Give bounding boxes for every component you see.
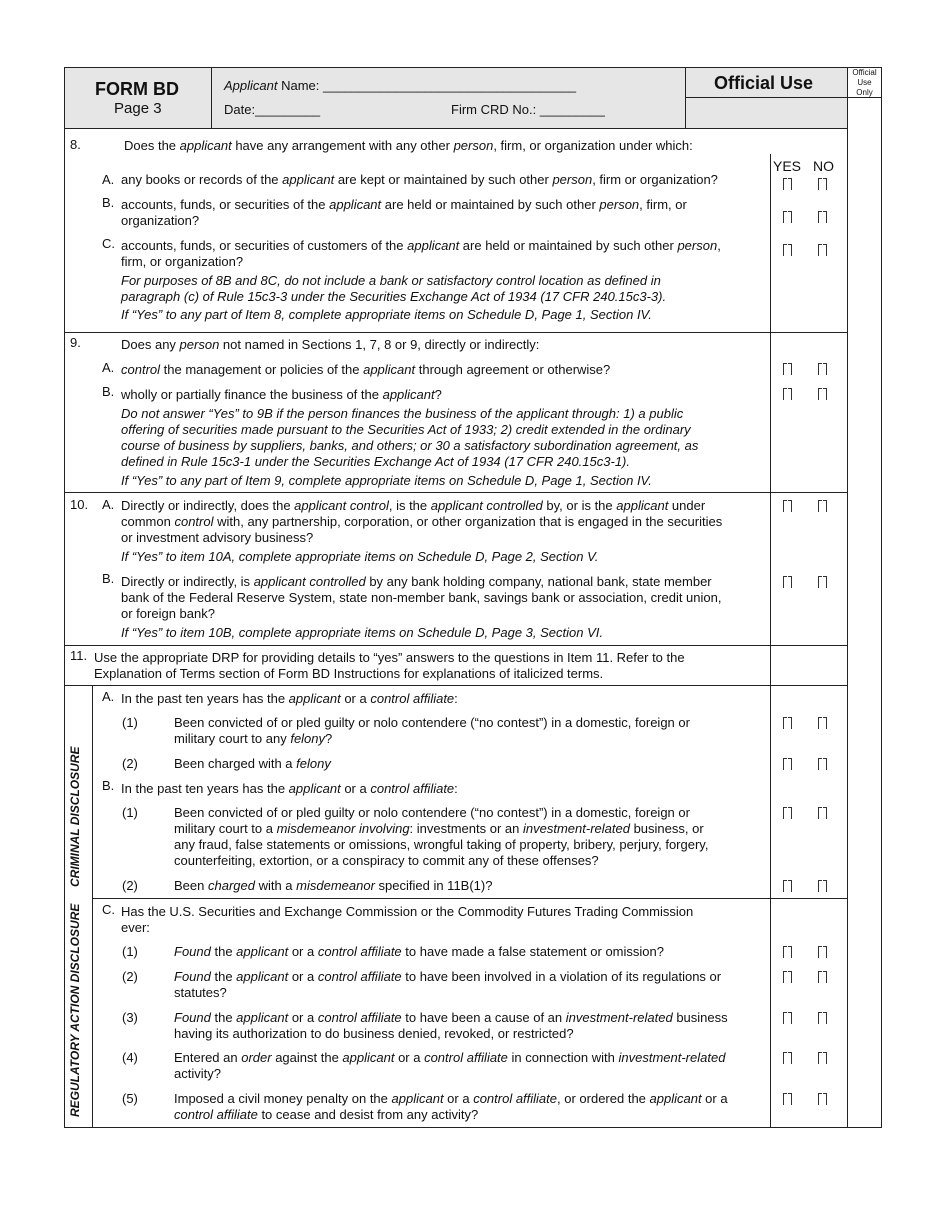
official-use-column	[847, 67, 882, 1128]
item11a1-no-checkbox[interactable]	[818, 717, 827, 729]
item8-stem: Does the applicant have any arrangement with any other person, firm, or organization under which:	[124, 138, 693, 153]
item10b-yes-checkbox[interactable]	[783, 576, 792, 588]
item10b-note: If “Yes” to item 10B, complete appropriate items on Schedule D, Page 3, Section VI.	[121, 625, 603, 640]
item11c-text: Has the U.S. Securities and Exchange Commission or the Commodity Futures Trading Commission ever:	[121, 904, 694, 935]
item11c1-no-checkbox[interactable]	[818, 946, 827, 958]
item10b-text: Directly or indirectly, is applicant controlled by any bank holding company, national bank, state member bank of the Federal Reserve System, state non-member bank, savings bank or association, credit union, or foreign bank?	[121, 574, 722, 621]
item11a1-text: Been convicted of or pled guilty or nolo contendere (“no contest”) in a domestic, foreign or military court to any felony?	[174, 715, 690, 746]
item11c5-yes-checkbox[interactable]	[783, 1093, 792, 1105]
item9b-letter: B.	[102, 384, 115, 399]
item8a-no-checkbox[interactable]	[818, 178, 827, 190]
item9-note: Do not answer “Yes” to 9B if the person finances the business of the applicant through: 1) a public offering of securities made pursuant to the Securities Act of 1933; 2) credit extended in the ordinary course of business by suppliers, banks, and others; or 30 a satisfactory subordination agreement, as defined in Rule 15c3-1 under the Securities Exchange Act of 1934 (17 CFR 240.15c3-1).	[121, 406, 699, 469]
item11c2-yes-checkbox[interactable]	[783, 971, 792, 983]
item9-number: 9.	[70, 335, 81, 350]
no-header: NO	[813, 158, 834, 174]
item11b1-number: (1)	[122, 805, 138, 820]
item10a-no-checkbox[interactable]	[818, 500, 827, 512]
item10b-letter: B.	[102, 571, 115, 586]
item8-number: 8.	[70, 137, 81, 152]
yes-header: YES	[773, 158, 802, 174]
item11a2-number: (2)	[122, 756, 138, 771]
form-title: FORM BD	[95, 79, 179, 99]
item9-stem: Does any person not named in Sections 1, 7, 8 or 9, directly or indirectly:	[121, 337, 540, 352]
item9a-letter: A.	[102, 360, 115, 375]
item8a-text: any books or records of the applicant are kept or maintained by such other person, firm or organization?	[121, 172, 718, 187]
item11a-text: In the past ten years has the applicant or a control affiliate:	[121, 691, 458, 706]
item8b-yes-checkbox[interactable]	[783, 211, 792, 223]
item11a1-yes-checkbox[interactable]	[783, 717, 792, 729]
item8b-letter: B.	[102, 195, 115, 210]
item11b1-yes-checkbox[interactable]	[783, 807, 792, 819]
item11c1-text: Found the applicant or a control affiliate to have made a false statement or omission?	[174, 944, 664, 959]
item8a-yes-checkbox[interactable]	[783, 178, 792, 190]
firm-crd-field[interactable]: Firm CRD No.: _________	[451, 102, 605, 117]
item8c-text: accounts, funds, or securities of customers of the applicant are held or maintained by such other person, firm, or organization?	[121, 238, 721, 269]
item11c5-number: (5)	[122, 1091, 138, 1106]
item8c-letter: C.	[102, 236, 115, 251]
item11c4-number: (4)	[122, 1050, 138, 1065]
item11a-letter: A.	[102, 689, 115, 704]
item8-schedule-note: If “Yes” to any part of Item 8, complete appropriate items on Schedule D, Page 1, Section IV.	[121, 307, 652, 322]
item11b2-text: Been charged with a misdemeanor specified in 11B(1)?	[174, 878, 493, 893]
regulatory-action-label: REGULATORY ACTION DISCLOSURE	[68, 903, 82, 1117]
item9-schedule-note: If “Yes” to any part of Item 9, complete appropriate items on Schedule D, Page 1, Section IV.	[121, 473, 652, 488]
item11a2-text: Been charged with a felony	[174, 756, 331, 771]
item9a-text: control the management or policies of the applicant through agreement or otherwise?	[121, 362, 611, 377]
item11c3-yes-checkbox[interactable]	[783, 1012, 792, 1024]
official-use-small: Official Use Only	[852, 68, 877, 97]
item11c2-number: (2)	[122, 969, 138, 984]
criminal-disclosure-label: CRIMINAL DISCLOSURE	[68, 746, 82, 887]
item11c3-number: (3)	[122, 1010, 138, 1025]
item11c2-text: Found the applicant or a control affiliate to have been involved in a violation of its regulations or statutes?	[174, 969, 722, 1000]
page-label: Page 3	[114, 100, 162, 117]
item11a2-yes-checkbox[interactable]	[783, 758, 792, 770]
item11c5-no-checkbox[interactable]	[818, 1093, 827, 1105]
item10b-no-checkbox[interactable]	[818, 576, 827, 588]
item8-note: For purposes of 8B and 8C, do not include a bank or satisfactory control location as defined in paragraph (c) of Rule 15c3-3 under the Securities Exchange Act of 1934 (17 CFR 240.15c3-3).	[121, 273, 667, 304]
item11b2-yes-checkbox[interactable]	[783, 880, 792, 892]
item8a-letter: A.	[102, 172, 115, 187]
item11c2-no-checkbox[interactable]	[818, 971, 827, 983]
item10a-yes-checkbox[interactable]	[783, 500, 792, 512]
item11c5-text: Imposed a civil money penalty on the applicant or a control affiliate, or ordered the applicant or a control affiliate to cease and desist from any activity?	[174, 1091, 728, 1122]
item9b-no-checkbox[interactable]	[818, 388, 827, 400]
item10a-note: If “Yes” to item 10A, complete appropriate items on Schedule D, Page 2, Section V.	[121, 549, 599, 564]
official-use-title: Official Use	[714, 73, 814, 93]
item11b1-text: Been convicted of or pled guilty or nolo contendere (“no contest”) in a domestic, foreign or military court to a misdemeanor involving: investments or an investment-related business, or any fraud, false statements or omissions, wrongful taking of property, bribery, perjury, forgery, counterfeiting, extortion, or a conspiracy to commit any of these offenses?	[174, 805, 709, 868]
item10-number: 10.	[70, 497, 89, 512]
item11b-text: In the past ten years has the applicant or a control affiliate:	[121, 781, 458, 796]
item11b1-no-checkbox[interactable]	[818, 807, 827, 819]
item8c-no-checkbox[interactable]	[818, 244, 827, 256]
item11c4-yes-checkbox[interactable]	[783, 1052, 792, 1064]
item9b-yes-checkbox[interactable]	[783, 388, 792, 400]
item11c3-no-checkbox[interactable]	[818, 1012, 827, 1024]
item11b2-no-checkbox[interactable]	[818, 880, 827, 892]
item9a-no-checkbox[interactable]	[818, 363, 827, 375]
item11c1-number: (1)	[122, 944, 138, 959]
item11b-letter: B.	[102, 778, 115, 793]
applicant-name-field[interactable]: Applicant Name: ___________________________________	[224, 78, 577, 93]
item11-intro: Use the appropriate DRP for providing details to “yes” answers to the questions in Item 11. Refer to the Explanation of Terms section of Form BD Instructions for explanations of italicized terms.	[94, 650, 685, 681]
item11c-letter: C.	[102, 902, 115, 917]
item8c-yes-checkbox[interactable]	[783, 244, 792, 256]
item8b-text: accounts, funds, or securities of the applicant are held or maintained by such other person, firm, or organization?	[121, 197, 687, 228]
item9b-text: wholly or partially finance the business of the applicant?	[121, 387, 442, 402]
item11-number: 11.	[70, 648, 88, 663]
item11b2-number: (2)	[122, 878, 138, 893]
item11c4-no-checkbox[interactable]	[818, 1052, 827, 1064]
date-field[interactable]: Date:_________	[224, 102, 321, 117]
item10a-letter: A.	[102, 497, 115, 512]
item10a-text: Directly or indirectly, does the applicant control, is the applicant controlled by, or is the applicant under common control with, any partnership, corporation, or other organization that is engaged in the securities or investment advisory business?	[121, 498, 723, 545]
item8b-no-checkbox[interactable]	[818, 211, 827, 223]
item11c3-text: Found the applicant or a control affiliate to have been a cause of an investment-related business having its authorization to do business denied, revoked, or restricted?	[174, 1010, 728, 1041]
item9a-yes-checkbox[interactable]	[783, 363, 792, 375]
item11c1-yes-checkbox[interactable]	[783, 946, 792, 958]
item11a2-no-checkbox[interactable]	[818, 758, 827, 770]
item11a1-number: (1)	[122, 715, 138, 730]
item11c4-text: Entered an order against the applicant or a control affiliate in connection with investment-related activity?	[174, 1050, 726, 1081]
